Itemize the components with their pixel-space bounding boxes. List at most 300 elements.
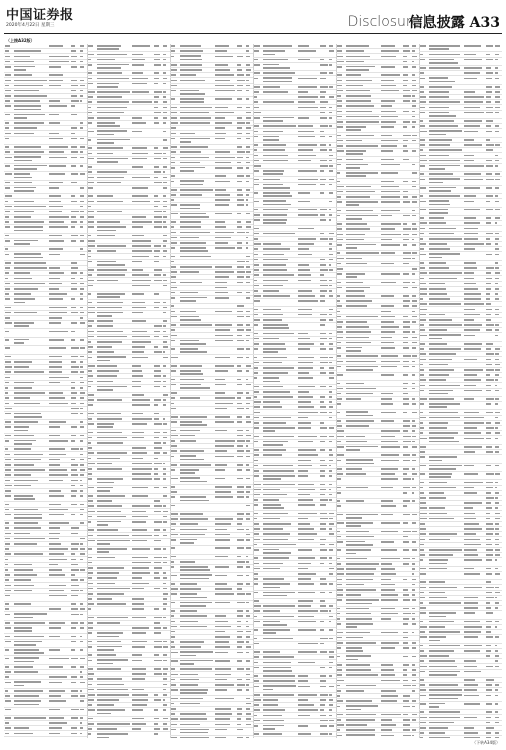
table-cell: [80, 676, 83, 678]
table-cell: [420, 254, 426, 256]
table-cell: [420, 329, 425, 331]
table-cell: [464, 412, 479, 414]
table-cell: [429, 288, 446, 290]
table-cell: [337, 201, 342, 203]
table-cell: [246, 133, 250, 135]
table-cell: [263, 441, 288, 443]
table-cell: [346, 441, 367, 443]
table-cell: [97, 495, 126, 497]
table-cell: [97, 125, 120, 127]
table-cell: [97, 543, 110, 545]
table-cell: [88, 147, 92, 149]
table-cell: [403, 478, 411, 480]
table-cell: [412, 342, 416, 344]
table-cell: [132, 511, 146, 513]
table-cell: [71, 278, 75, 280]
table-cell: [329, 64, 332, 66]
table-cell: [88, 357, 92, 359]
table-cell: [215, 311, 231, 313]
newspaper-logo: 中国证券报: [6, 8, 74, 23]
table-cell: [97, 280, 119, 282]
table-cell: [420, 369, 424, 371]
table-cell: [263, 583, 290, 585]
table-cell: [298, 686, 310, 688]
table-cell: [346, 105, 374, 107]
table-cell: [337, 95, 341, 97]
table-cell: [486, 149, 493, 151]
table-cell: [298, 523, 310, 525]
table-cell: [80, 361, 83, 363]
table-cell: [429, 385, 460, 387]
table-cell: [180, 50, 203, 52]
table-cell: [403, 514, 410, 516]
table-cell: [337, 45, 342, 47]
table-cell: [180, 184, 203, 186]
table-cell: [263, 436, 294, 438]
table-cell: [464, 369, 483, 371]
table-cell: [412, 594, 415, 596]
table-cell: [5, 649, 9, 651]
table-cell: [237, 450, 244, 452]
table-cell: [495, 732, 499, 734]
table-cell: [403, 45, 408, 47]
table-cell: [180, 250, 208, 252]
table-cell: [88, 256, 91, 258]
table-cell: [14, 569, 33, 571]
table-cell: [97, 617, 129, 619]
table-cell: [329, 160, 332, 162]
table-cell: [346, 56, 370, 58]
table-cell: [337, 305, 342, 307]
table-cell: [154, 505, 161, 507]
table-cell: [5, 658, 9, 660]
table-row: [4, 656, 87, 664]
table-cell: [403, 228, 410, 230]
table-cell: [171, 529, 175, 531]
table-row: [170, 383, 253, 391]
table-cell: [403, 441, 411, 443]
table-cell: [381, 514, 393, 516]
table-cell: [97, 521, 121, 523]
table-cell: [429, 645, 461, 647]
table-cell: [237, 292, 242, 294]
table-cell: [215, 85, 234, 87]
table-cell: [298, 578, 310, 580]
table-row: [336, 733, 419, 738]
table-cell: [97, 654, 116, 656]
table-cell: [246, 469, 250, 471]
table-cell: [88, 694, 95, 696]
table-cell: [412, 669, 416, 671]
table-cell: [464, 139, 473, 141]
table-row: [87, 260, 170, 268]
table-cell: [49, 361, 61, 363]
table-cell: [246, 56, 250, 58]
table-cell: [320, 59, 324, 61]
table-cell: [320, 372, 326, 374]
table-cell: [329, 333, 332, 335]
table-cell: [88, 511, 95, 513]
table-cell: [97, 341, 122, 343]
table-cell: [381, 579, 390, 581]
table-cell: [429, 487, 456, 489]
table-row: [4, 321, 87, 329]
table-cell: [381, 282, 396, 284]
table-row: [87, 63, 170, 71]
table-cell: [163, 386, 166, 388]
table-cell: [163, 177, 167, 179]
table-cell: [215, 456, 233, 458]
table-cell: [381, 342, 393, 344]
table-cell: [495, 554, 500, 556]
table-cell: [171, 583, 175, 585]
table-cell: [346, 355, 378, 357]
table-cell: [298, 583, 313, 585]
table-cell: [254, 578, 258, 580]
table-cell: [180, 300, 197, 302]
table-cell: [215, 50, 227, 52]
table-cell: [80, 717, 83, 719]
table-cell: [464, 160, 474, 162]
table-cell: [403, 563, 409, 565]
table-cell: [163, 562, 167, 564]
table-cell: [171, 261, 174, 263]
table-row: [170, 339, 253, 347]
table-cell: [5, 564, 8, 566]
table-row: [87, 44, 170, 52]
table-cell: [254, 605, 261, 607]
table-row: [170, 592, 253, 600]
table-row: [4, 594, 87, 602]
table-cell: [381, 642, 399, 644]
table-cell: [88, 641, 92, 643]
table-cell: [412, 244, 416, 246]
table-cell: [154, 112, 161, 114]
table-cell: [246, 561, 249, 563]
table-cell: [495, 209, 499, 211]
table-cell: [298, 504, 314, 506]
table-cell: [254, 422, 259, 424]
table-row: [170, 355, 253, 363]
table-cell: [5, 371, 11, 373]
table-cell: [320, 513, 327, 515]
table-cell: [403, 719, 410, 721]
table-cell: [346, 126, 366, 128]
table-cell: [215, 287, 226, 289]
table-cell: [381, 150, 393, 152]
table-cell: [346, 135, 374, 137]
table-column: [336, 44, 420, 738]
table-cell: [97, 67, 121, 69]
table-cell: [254, 709, 260, 711]
table-cell: [80, 122, 82, 124]
table-cell: [163, 250, 167, 252]
table-cell: [337, 234, 343, 236]
table-cell: [403, 420, 410, 422]
table-cell: [495, 549, 499, 551]
table-cell: [71, 312, 78, 314]
table-cell: [237, 523, 242, 525]
table-cell: [381, 522, 400, 524]
table-cell: [263, 200, 286, 202]
table-cell: [346, 69, 369, 71]
table-cell: [171, 518, 178, 520]
table-cell: [80, 187, 83, 189]
table-cell: [263, 136, 279, 138]
table-cell: [132, 64, 143, 66]
table-cell: [97, 737, 109, 738]
table-cell: [171, 397, 175, 399]
table-cell: [237, 668, 244, 670]
table-cell: [215, 718, 230, 720]
table-cell: [464, 390, 482, 392]
table-cell: [320, 367, 324, 369]
table-cell: [320, 539, 326, 541]
table-cell: [420, 602, 423, 604]
table-cell: [215, 271, 233, 273]
table-cell: [329, 417, 332, 419]
table-cell: [263, 351, 278, 353]
table-cell: [163, 704, 167, 706]
table-cell: [132, 147, 146, 149]
table-cell: [163, 171, 165, 173]
table-cell: [215, 698, 234, 700]
table-cell: [88, 723, 94, 725]
table-cell: [71, 608, 78, 610]
table-cell: [403, 273, 409, 275]
table-cell: [263, 222, 286, 224]
table-cell: [420, 679, 424, 681]
table-cell: [171, 626, 177, 628]
table-cell: [263, 67, 290, 69]
table-cell: [381, 695, 398, 697]
table-cell: [486, 636, 493, 638]
table-row: [336, 171, 419, 179]
table-cell: [154, 206, 158, 208]
table-cell: [486, 645, 491, 647]
table-cell: [403, 558, 410, 560]
table-cell: [132, 187, 148, 189]
table-cell: [429, 507, 445, 509]
table-cell: [163, 516, 167, 518]
table-cell: [381, 563, 392, 565]
table-cell: [429, 293, 447, 295]
table-cell: [5, 322, 12, 324]
table-cell: [88, 447, 92, 449]
table-cell: [420, 96, 426, 98]
table-cell: [132, 473, 151, 475]
table-cell: [464, 335, 474, 337]
table-cell: [329, 454, 333, 456]
table-cell: [154, 632, 161, 634]
table-cell: [97, 487, 113, 489]
table-cell: [329, 184, 332, 186]
table-cell: [180, 348, 198, 350]
table-cell: [14, 533, 30, 535]
table-cell: [49, 426, 59, 428]
table-cell: [254, 406, 260, 408]
table-cell: [403, 425, 410, 427]
table-cell: [97, 331, 123, 333]
table-cell: [329, 386, 332, 388]
table-cell: [429, 155, 449, 157]
table-cell: [97, 386, 127, 388]
table-cell: [154, 256, 159, 258]
table-cell: [163, 627, 167, 629]
table-cell: [403, 669, 407, 671]
table-cell: [163, 641, 167, 643]
table-row: [170, 468, 253, 476]
table-cell: [49, 254, 60, 256]
table-cell: [80, 464, 84, 466]
table-cell: [171, 679, 175, 681]
table-cell: [464, 650, 479, 652]
table-cell: [14, 293, 31, 295]
table-cell: [381, 181, 393, 183]
table-cell: [132, 487, 148, 489]
table-cell: [180, 655, 196, 657]
table-cell: [429, 563, 447, 565]
table-row: [170, 54, 253, 62]
table-cell: [88, 583, 93, 585]
table-cell: [132, 458, 143, 460]
table-cell: [71, 636, 76, 638]
table-cell: [464, 621, 480, 623]
table-cell: [88, 473, 92, 475]
table-cell: [495, 403, 498, 405]
table-cell: [254, 309, 258, 311]
table-cell: [329, 709, 332, 711]
table-cell: [420, 502, 426, 504]
table-cell: [337, 719, 341, 721]
table-cell: [80, 146, 85, 148]
table-cell: [486, 187, 492, 189]
table-cell: [337, 252, 340, 254]
table-cell: [486, 684, 492, 686]
table-cell: [14, 727, 30, 729]
table-cell: [346, 436, 365, 438]
table-cell: [381, 145, 396, 147]
table-cell: [337, 273, 342, 275]
table-cell: [412, 337, 416, 339]
table-cell: [464, 314, 480, 316]
table-cell: [171, 652, 178, 654]
table-cell: [254, 715, 257, 717]
table-cell: [495, 160, 499, 162]
table-cell: [429, 204, 450, 206]
table-cell: [420, 398, 427, 400]
table-cell: [486, 626, 491, 628]
table-cell: [88, 201, 94, 203]
table-cell: [381, 436, 394, 438]
table-cell: [329, 523, 333, 525]
table-cell: [403, 599, 410, 601]
table-cell: [464, 228, 477, 230]
table-cell: [97, 622, 121, 624]
table-row: [253, 440, 336, 448]
table-cell: [429, 59, 454, 61]
table-cell: [71, 105, 75, 107]
table-cell: [14, 230, 43, 232]
table-cell: [464, 67, 482, 69]
table-cell: [412, 430, 415, 432]
table-cell: [254, 656, 259, 658]
table-cell: [171, 365, 177, 367]
table-cell: [320, 475, 325, 477]
table-cell: [180, 523, 198, 525]
table-cell: [263, 651, 281, 653]
table-cell: [429, 125, 458, 127]
table-cell: [337, 568, 344, 570]
table-cell: [180, 194, 202, 196]
table-cell: [420, 120, 423, 122]
table-cell: [298, 396, 312, 398]
table-cell: [495, 155, 497, 157]
table-cell: [180, 668, 212, 670]
table-cell: [337, 589, 343, 591]
table-cell: [320, 112, 325, 114]
table-cell: [429, 86, 452, 88]
table-cell: [403, 342, 408, 344]
table-cell: [381, 196, 400, 198]
table-cell: [154, 540, 160, 542]
table-cell: [254, 59, 258, 61]
table-cell: [412, 239, 414, 241]
table-cell: [337, 623, 341, 625]
table-cell: [263, 427, 296, 429]
table-column: [87, 44, 171, 738]
table-cell: [403, 50, 410, 52]
table-cell: [14, 109, 42, 111]
table-cell: [14, 517, 43, 519]
table-cell: [329, 715, 332, 717]
table-cell: [429, 616, 446, 618]
table-cell: [71, 182, 77, 184]
table-cell: [215, 491, 230, 493]
table-cell: [464, 732, 477, 734]
table-cell: [163, 654, 167, 656]
table-cell: [80, 307, 83, 309]
table-cell: [412, 105, 416, 107]
table-cell: [163, 437, 167, 439]
table-cell: [254, 144, 258, 146]
table-cell: [346, 369, 373, 371]
table-cell: [180, 45, 202, 47]
table-cell: [329, 179, 334, 181]
table-cell: [5, 56, 10, 58]
table-cell: [180, 729, 209, 731]
table-cell: [154, 588, 160, 590]
table-cell: [71, 331, 75, 333]
table-cell: [154, 307, 159, 309]
table-cell: [412, 223, 415, 225]
table-cell: [346, 153, 363, 155]
table-cell: [254, 117, 260, 119]
table-cell: [88, 59, 91, 61]
table-row: [336, 149, 419, 157]
table-cell: [464, 217, 475, 219]
table-cell: [88, 245, 95, 247]
table-cell: [97, 505, 122, 507]
table-cell: [346, 300, 372, 302]
table-cell: [329, 269, 333, 271]
table-cell: [381, 228, 395, 230]
table-cell: [154, 733, 158, 735]
table-cell: [263, 533, 290, 535]
table-cell: [49, 206, 62, 208]
table-row: [4, 297, 87, 305]
table-cell: [5, 614, 10, 616]
